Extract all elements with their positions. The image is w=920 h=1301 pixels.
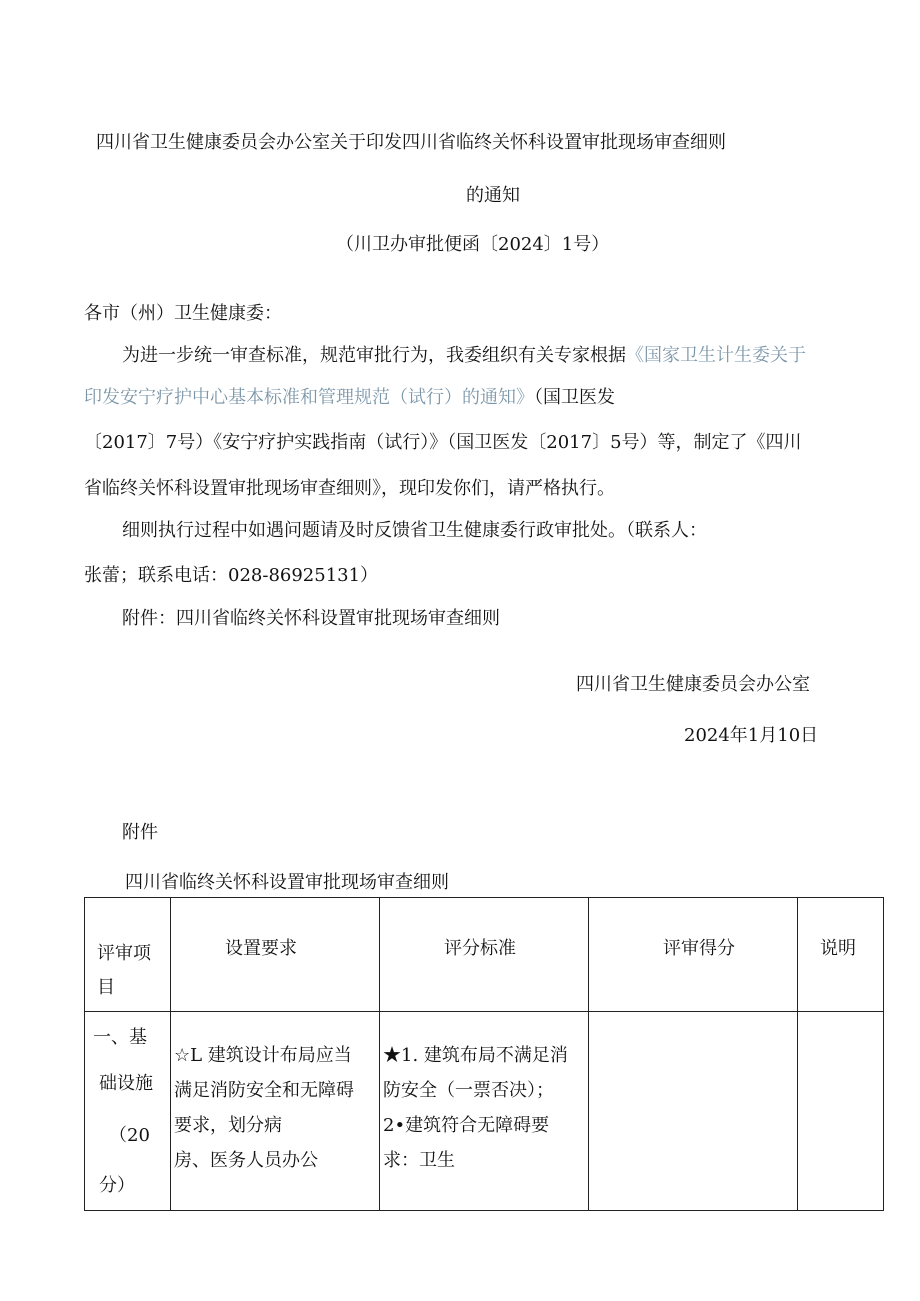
requirement-line-2: 满足消防安全和无障碍 [174, 1080, 354, 1101]
cell-requirement [171, 1012, 380, 1211]
header-standard-label: 评分标准 [444, 938, 516, 959]
paragraph-1-text: 为进一步统一审查标准，规范审批行为，我委组织有关专家根据 [122, 345, 626, 366]
header-note-label: 说明 [820, 938, 856, 959]
item-line-1: 一、基 [93, 1027, 147, 1048]
standard-line-2: 防安全（一票否决）； [383, 1080, 554, 1101]
document-title-line2: 的通知 [466, 185, 520, 206]
requirement-line-4: 房、医务人员办公 [174, 1150, 318, 1171]
appendix-title: 四川省临终关怀科设置审批现场审查细则 [125, 872, 449, 893]
header-review-item [85, 898, 171, 1012]
header-score-label: 评审得分 [663, 938, 735, 959]
standard-line-1: ★1. 建筑布局不满足消 [383, 1045, 568, 1066]
attachment-note: 附件：四川省临终关怀科设置审批现场审查细则 [122, 608, 500, 629]
document-title-line1: 四川省卫生健康委员会办公室关于印发四川省临终关怀科设置审批现场审查细则 [96, 132, 726, 153]
header-review-item-line2: 目 [97, 977, 115, 998]
standard-line-3: 2•建筑符合无障碍要 [383, 1115, 550, 1136]
header-requirement [171, 898, 380, 1012]
paragraph-1-line-3: 〔2017〕7号）《安宁疗护实践指南（试行）》（国卫医发〔2017〕5号）等，制定了《四川 [84, 432, 802, 453]
header-review-item-line1: 评审项 [97, 943, 151, 964]
item-line-2: 础设施 [99, 1073, 153, 1094]
item-line-3: （20 [109, 1125, 150, 1146]
cell-review-item [85, 1012, 171, 1211]
paragraph-1-line-4: 省临终关怀科设置审批现场审查细则》，现印发你们，请严格执行。 [84, 478, 615, 499]
cell-score [589, 1012, 798, 1211]
header-requirement-label: 设置要求 [225, 938, 297, 959]
paragraph-2-line-1: 细则执行过程中如遇问题请及时反馈省卫生健康委行政审批处。（联系人： [122, 520, 707, 541]
requirement-line-1: ☆L 建筑设计布局应当 [174, 1045, 352, 1066]
signature-organization: 四川省卫生健康委员会办公室 [576, 674, 810, 695]
table-header-row [85, 898, 884, 1012]
header-score [589, 898, 798, 1012]
standard-line-4: 求：卫生 [383, 1150, 455, 1171]
header-standard [380, 898, 589, 1012]
appendix-label: 附件 [122, 822, 158, 843]
paragraph-1-line-2 [84, 386, 615, 410]
item-line-4: 分） [99, 1175, 135, 1196]
table-row [85, 1012, 884, 1211]
header-note [798, 898, 884, 1012]
salutation: 各市（州）卫生健康委： [84, 303, 282, 324]
paragraph-1-text-2: （国卫医发 [534, 387, 615, 408]
paragraph-2-line-2: 张蕾；联系电话：028-86925131） [84, 565, 379, 586]
signature-date: 2024年1月10日 [684, 725, 819, 746]
policy-link-part2[interactable]: 印发安宁疗护中心基本标准和管理规范（试行）的通知》 [84, 387, 534, 408]
cell-standard [380, 1012, 589, 1211]
policy-link-part1[interactable]: 《国家卫生计生委关于 [626, 345, 806, 366]
document-number: （川卫办审批便函〔2024〕1号） [336, 234, 610, 255]
paragraph-1-line-1 [122, 344, 806, 368]
review-criteria-table [84, 897, 884, 1211]
cell-note [798, 1012, 884, 1211]
requirement-line-3: 要求，划分病 [174, 1115, 282, 1136]
